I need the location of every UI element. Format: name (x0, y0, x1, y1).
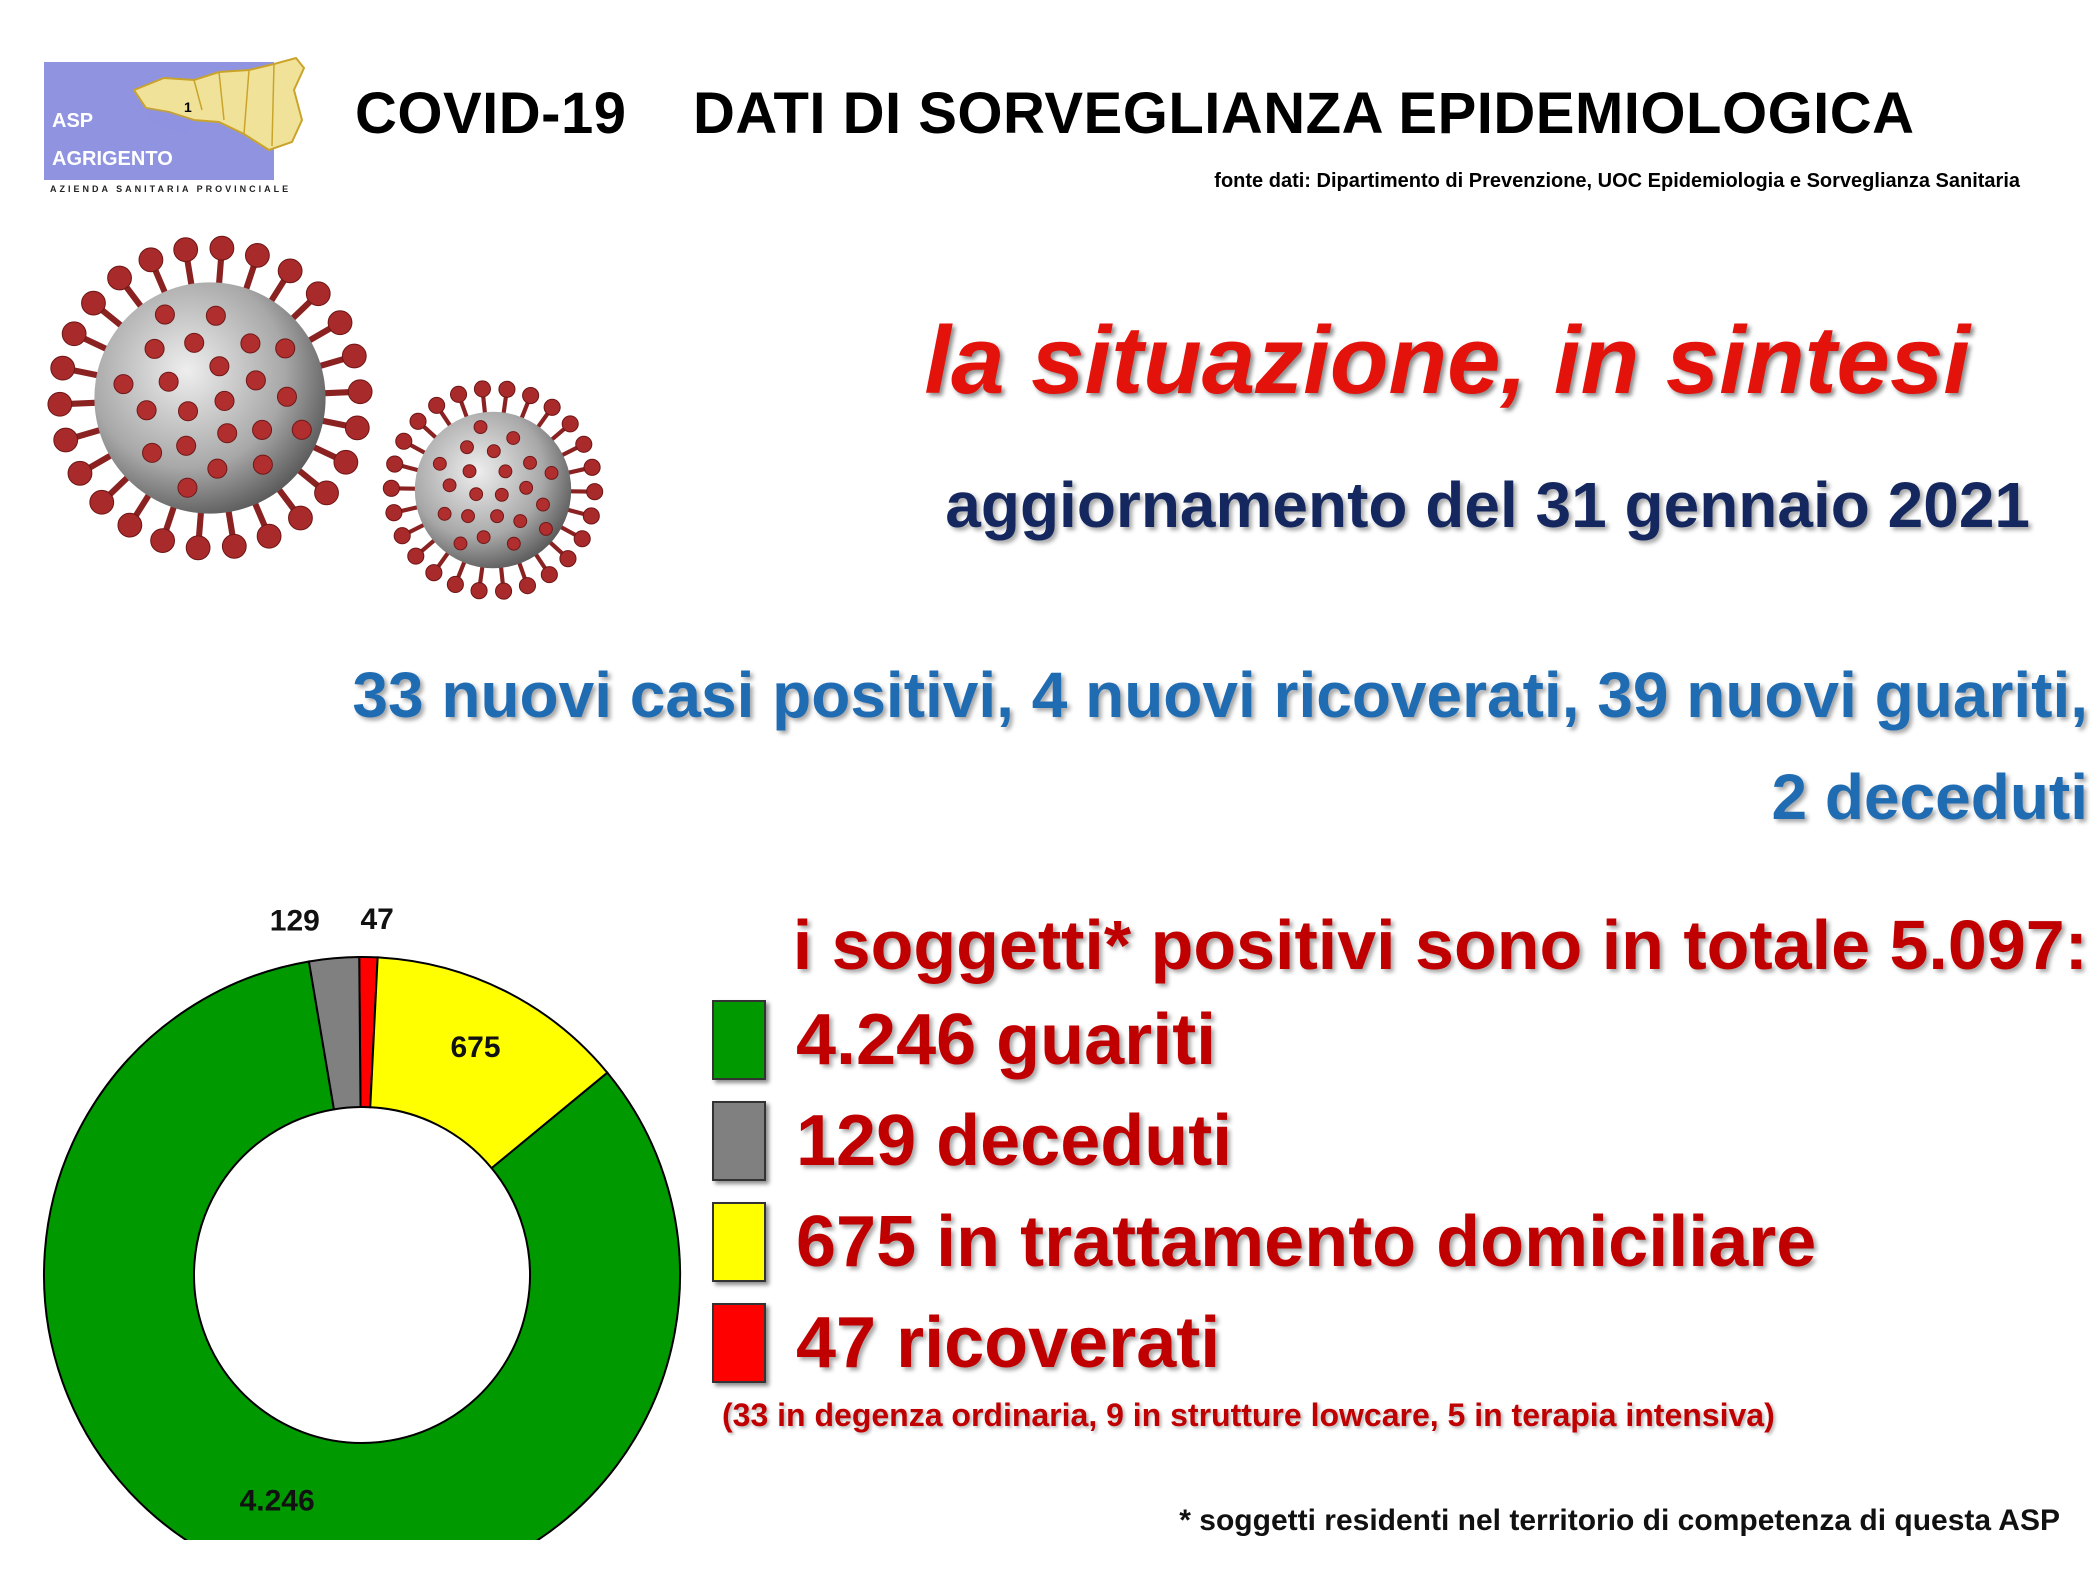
logo-subtitle: AZIENDA SANITARIA PROVINCIALE (50, 184, 292, 194)
virus-spike-head (222, 534, 246, 558)
virus-surface-protein (218, 424, 237, 443)
virus-spike-head (429, 397, 445, 413)
virus-surface-protein (461, 441, 474, 454)
virus-spike-head (345, 416, 369, 440)
virus-surface-protein (463, 465, 476, 478)
virus-spike-head (90, 490, 114, 514)
virus-spike-head (576, 436, 592, 452)
virus-spike-head (51, 356, 75, 380)
virus-surface-protein (145, 339, 164, 358)
virus-spike-head (278, 259, 302, 283)
virus-surface-protein (215, 391, 234, 410)
legend-label-domiciliare: 675 in trattamento domiciliare (796, 1202, 1817, 1282)
virus-spike-head (447, 576, 463, 592)
virus-spike-head (54, 428, 78, 452)
virus-surface-protein (253, 420, 272, 439)
virus-surface-protein (178, 402, 197, 421)
asp-agrigento-logo (44, 50, 292, 198)
legend-item-guariti (712, 998, 1216, 1082)
summary-headline: la situazione, in sintesi (924, 307, 1970, 414)
virus-surface-protein (206, 306, 225, 325)
virus-spike-head (544, 399, 560, 415)
virus-spike-head (257, 524, 281, 548)
virus-spike-head (523, 388, 539, 404)
virus-spike-head (410, 413, 426, 429)
donut-value-label-ricoverati: 47 (360, 902, 394, 936)
update-date: aggiornamento del 31 gennaio 2021 (945, 469, 2030, 541)
virus-surface-protein (470, 488, 483, 501)
virus-surface-protein (540, 522, 553, 535)
virus-spike-head (186, 536, 210, 560)
virus-surface-protein (277, 387, 296, 406)
legend-label-guariti: 4.246 guariti (796, 1000, 1217, 1080)
virus-surface-protein (545, 467, 558, 480)
virus-surface-protein (454, 537, 467, 550)
virus-surface-protein (276, 339, 295, 358)
virus-spike-head (541, 567, 557, 583)
virus-spike-head (387, 456, 403, 472)
virus-spike-head (519, 578, 535, 594)
virus-spike-head (210, 236, 234, 260)
virus-spike-head (574, 531, 590, 547)
virus-spike-head (394, 528, 410, 544)
legend-item-ricoverati (712, 1301, 1220, 1385)
virus-spike-head (560, 551, 576, 567)
hospitalization-detail: (33 in degenza ordinaria, 9 in strutture lowcare, 5 in terapia intensiva) (722, 1397, 1775, 1433)
virus-spike-head (383, 480, 399, 496)
virus-surface-protein (487, 445, 500, 458)
legend-item-domiciliare (712, 1200, 1816, 1284)
virus-spike-head (562, 416, 578, 432)
legend-swatch-domiciliare (712, 1202, 766, 1282)
virus-spike-head (174, 238, 198, 262)
legend-label-deceduti: 129 deceduti (796, 1101, 1233, 1181)
donut-value-label-guariti: 4.246 (239, 1484, 315, 1518)
total-positive: i soggetti* positivi sono in totale 5.097: (792, 906, 2088, 984)
virus-spike-head (496, 583, 512, 599)
virus-surface-protein (155, 305, 174, 324)
virus-surface-protein (253, 455, 272, 474)
daily-news-line-1: 33 nuovi casi positivi, 4 nuovi ricoverati, 39 nuovi guariti, (352, 659, 2088, 731)
legend-swatch-deceduti (712, 1101, 766, 1181)
virus-surface-protein (210, 357, 229, 376)
virus-surface-protein (137, 401, 156, 420)
virus-surface-protein (491, 510, 504, 523)
virus-surface-protein (495, 488, 508, 501)
virus-spike-head (587, 484, 603, 500)
virus-spike-head (348, 380, 372, 404)
virus-surface-protein (507, 432, 520, 445)
virus-surface-protein (462, 510, 475, 523)
virus-spike-head (474, 381, 490, 397)
virus-surface-protein (477, 531, 490, 544)
footnote: * soggetti residenti nel territorio di competenza di questa ASP (1179, 1504, 2060, 1537)
logo-line-asp: ASP (52, 110, 94, 132)
page-title: COVID-19 DATI DI SORVEGLIANZA EPIDEMIOLOGICA (355, 81, 1915, 146)
virus-spike-head (396, 433, 412, 449)
coronavirus-small-icon (378, 375, 608, 605)
virus-spike-head (408, 548, 424, 564)
donut-value-label-domiciliare: 675 (450, 1030, 501, 1064)
virus-surface-protein (537, 498, 550, 511)
virus-surface-protein (143, 443, 162, 462)
coronavirus-large-icon (40, 228, 380, 568)
virus-surface-protein (178, 478, 197, 497)
virus-spike-head (108, 266, 132, 290)
virus-surface-protein (246, 371, 265, 390)
legend-label-ricoverati: 47 ricoverati (796, 1303, 1221, 1383)
virus-spike-head (245, 243, 269, 267)
virus-spike-head (62, 322, 86, 346)
virus-surface-protein (524, 456, 537, 469)
virus-spike-head (306, 282, 330, 306)
virus-surface-protein (185, 333, 204, 352)
legend-item-deceduti (712, 1099, 1232, 1183)
virus-surface-protein (499, 465, 512, 478)
virus-spike-head (342, 344, 366, 368)
virus-surface-protein (241, 334, 260, 353)
virus-surface-protein (114, 375, 133, 394)
virus-spike-head (48, 392, 72, 416)
virus-spike-head (386, 505, 402, 521)
donut-value-label-deceduti: 129 (269, 904, 320, 938)
map-marker-label: 1 (184, 99, 192, 115)
logo-line-agrigento: AGRIGENTO (52, 148, 173, 170)
virus-surface-protein (159, 372, 178, 391)
virus-spike-head (584, 459, 600, 475)
daily-news-line-2: 2 deceduti (1771, 761, 2088, 833)
sicily-map-icon (124, 50, 324, 160)
virus-spike-head (82, 291, 106, 315)
virus-surface-protein (520, 481, 533, 494)
virus-surface-protein (433, 457, 446, 470)
virus-spike-head (139, 248, 163, 272)
virus-surface-protein (438, 507, 451, 520)
virus-surface-protein (474, 421, 487, 434)
virus-spike-head (328, 311, 352, 335)
virus-spike-head (315, 481, 339, 505)
legend-swatch-ricoverati (712, 1303, 766, 1383)
virus-spike-head (450, 386, 466, 402)
virus-spike-head (151, 529, 175, 553)
virus-surface-protein (514, 515, 527, 528)
virus-spike-head (499, 381, 515, 397)
virus-surface-protein (177, 436, 196, 455)
virus-spike-head (334, 450, 358, 474)
virus-surface-protein (443, 479, 456, 492)
legend-swatch-guariti (712, 1000, 766, 1080)
virus-spike-head (471, 583, 487, 599)
virus-surface-protein (208, 459, 227, 478)
virus-spike-head (118, 513, 142, 537)
virus-spike-head (583, 508, 599, 524)
data-source-note: fonte dati: Dipartimento di Prevenzione, UOC Epidemiologia e Sorveglianza Sanitaria (1214, 170, 2020, 192)
virus-surface-protein (507, 537, 520, 550)
donut-chart (30, 860, 700, 1540)
virus-spike-head (426, 565, 442, 581)
virus-spike-head (68, 461, 92, 485)
virus-surface-protein (292, 420, 311, 439)
virus-spike-head (289, 506, 313, 530)
virus-body (415, 412, 571, 568)
